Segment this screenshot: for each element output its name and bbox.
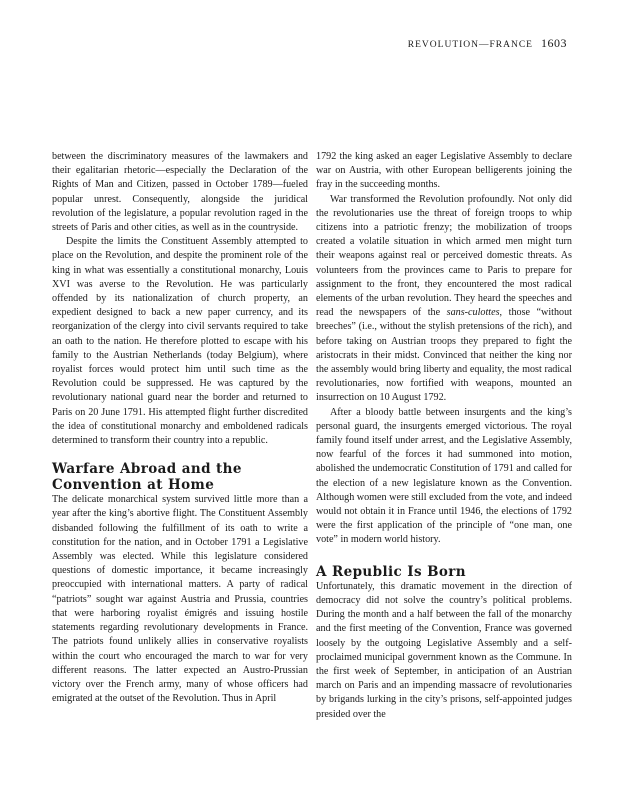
page-number: 1603 <box>541 36 567 50</box>
right-paragraph-2 <box>316 193 572 406</box>
section-heading-warfare: Warfare Abroad and the Convention at Home <box>52 461 242 494</box>
left-column <box>52 150 308 706</box>
right-column <box>316 150 572 722</box>
left-paragraph-3: The delicate monarchical system survived little more than a year after the king’s abortive flight. The Constituent Assembly disbanded following the fulfillment of its oath to write a constitution for the nation, and in October 1791 a Legislative Assembly was elected. While this legislature considered questions of domestic importance, it became increasingly preoccupied with international matters. A party of radical “patriots” sought war against Austria and Prussia, countries that were harboring royalist émigrés and issuing hostile statements regarding revolutionary developments in France. The patriots found unlikely allies in conservative royalists within the court who encouraged the march to war for very different reasons. The latter expected an Austro-Prussian victory over the French army, many of whose officers had emigrated at the outset of the Revolution. Thus in April <box>52 494 308 705</box>
section-heading-republic: A Republic Is Born <box>316 563 467 580</box>
sans-culottes-term: sans-culottes <box>446 307 500 319</box>
running-head <box>408 36 567 51</box>
right-paragraph-4: Unfortunately, this dramatic movement in the direction of democracy did not solve the country’s political problems. During the month and a half between the fall of the monarchy and the first meeting of the Convention, France was governed loosely by the outgoing Legislative Assembly and a self-proclaimed municipal government known as the Commune. In the first week of September, in anticipation of an Austrian march on Paris and an impending massacre of revolutionaries by brigands lurking in the city’s prisons, self-appointed judges presided over the <box>316 580 572 720</box>
right-paragraph-1: 1792 the king asked an eager Legislative Assembly to declare war on Austria, with other European belligerents joining the fray in the succeeding months. <box>316 151 572 191</box>
right-paragraph-2-end: , those “without breeches” (i.e., without the stylish pretensions of the rich), and before taking on Austrian troops they prepared to fight the aristocrats in their midst. Convinced that neither the king nor the assembly would bring liberty and equality, the most radical revolutionaries, now fortified with weapons, mounted an insurrection on 10 August 1792. <box>316 307 572 404</box>
right-paragraph-2-start: War transformed the Revolution profoundly. Not only did the revolutionaries use the threat of foreign troops to whip citizens into a patriotic frenzy; the mobilization of troops created a volatile situation in which armed men might turn their weapons against real or perceived domestic threats. As volunteers from the provinces came to Paris to prepare for assignment to the front, they encountered the most radical elements of the urban revolution. They heard the speeches and read the newspapers of the <box>316 193 572 319</box>
left-paragraph-2: Despite the limits the Constituent Assembly attempted to place on the Revolution, and despite the prominent role of the king in what was essentially a constitutional monarchy, Louis XVI was averse to the Revolution. He was particularly offended by its nationalization of church property, an expedient designed to back a new paper currency, and its reorganization of the clergy into civil servants required to take an oath to the nation. He therefore plotted to escape with his family to the Austrian Netherlands (today Belgium), where royalist forces would protect him until such time as the Revolution could be suppressed. He was captured by the revolutionary national guard near the border and returned to Paris on 20 June 1791. His attempted flight further discredited the idea of constitutional monarchy and emboldened radicals determined to transform their country into a republic. <box>52 236 308 447</box>
running-title: REVOLUTION—FRANCE <box>407 40 533 50</box>
right-paragraph-3: After a bloody battle between insurgents and the king’s personal guard, the insurgents emerged victorious. The royal family found itself under arrest, and the Legislative Assembly, now fearful of the forces it had summoned into motion, abolished the undemocratic Constitution of 1791 and called for the election of a new legislature known as the Convention. Although women were still excluded from the vote, and indeed would not obtain it in France until 1946, the elections of 1792 were the first application of the principle of “one man, one vote” in modern world history. <box>316 406 572 546</box>
left-paragraph-1: between the discriminatory measures of the lawmakers and their egalitarian rhetoric—especially the Declaration of the Rights of Man and Citizen, passed in October 1789—fueled popular unrest. Consequently, alongside the juridical revolution of the legislature, a popular revolution raged in the streets of Paris and other cities, as well as in the countryside. <box>52 151 308 234</box>
